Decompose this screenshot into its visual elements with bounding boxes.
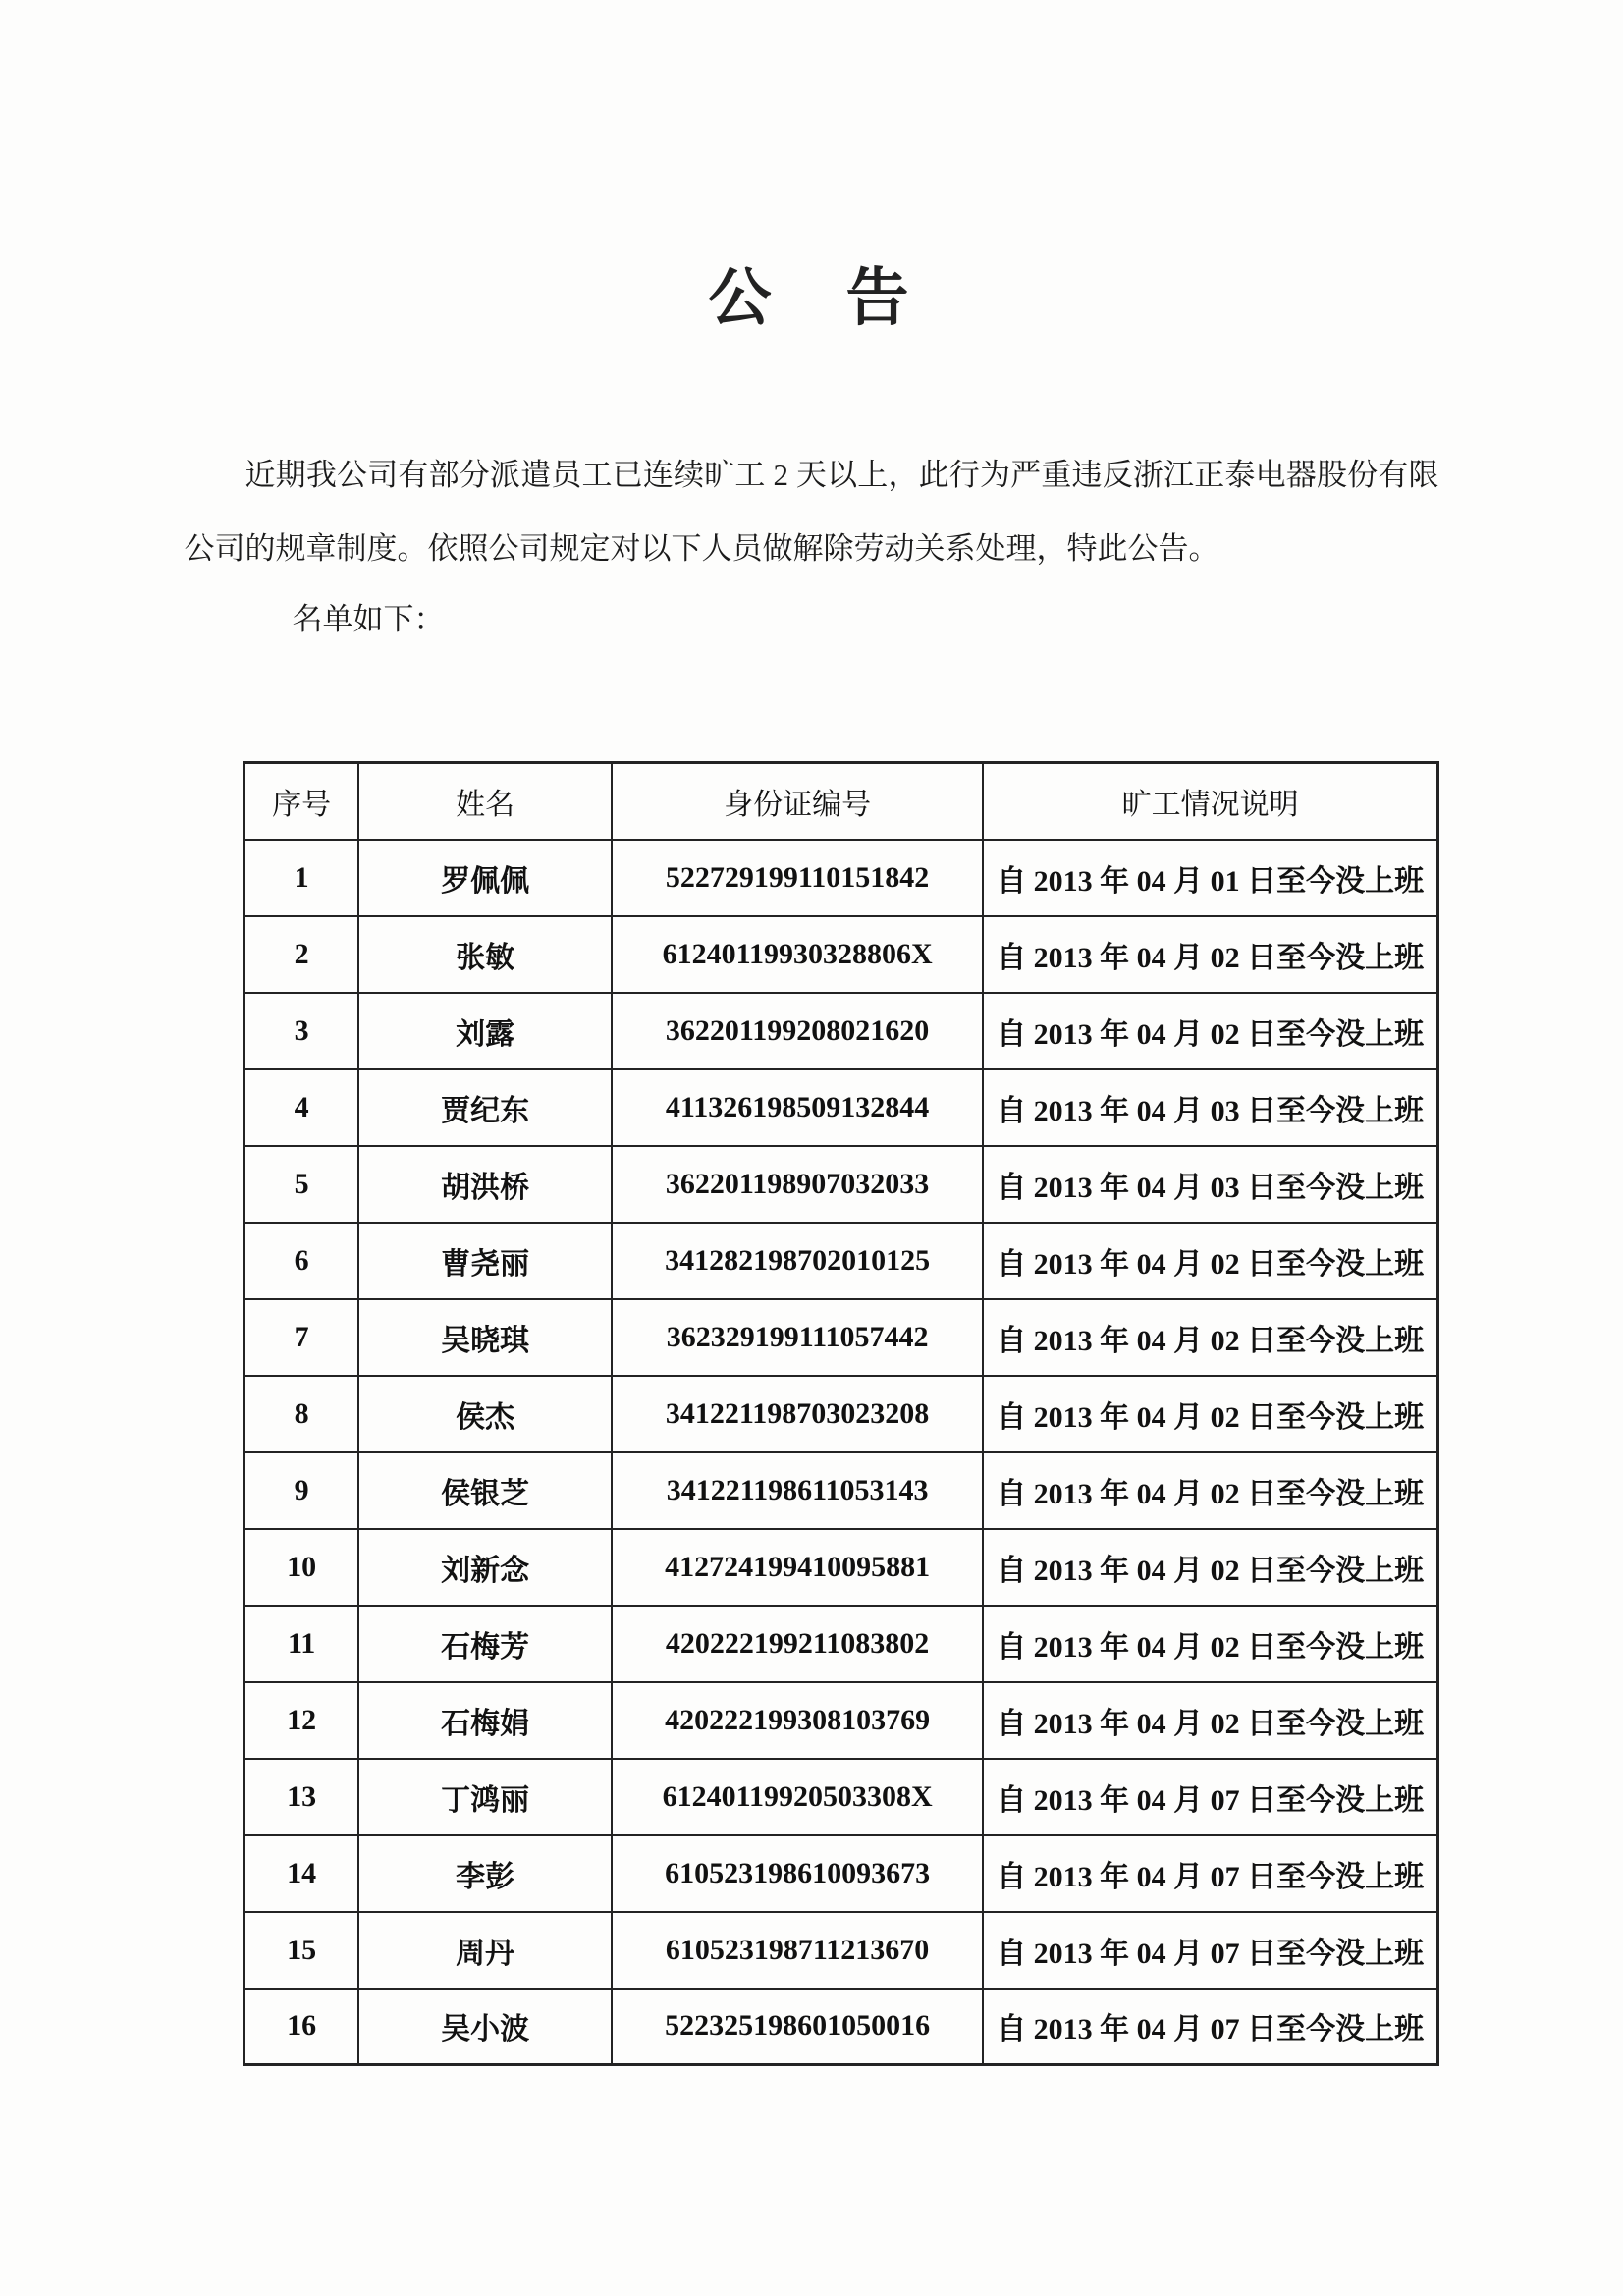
cell-id-number: 61240119920503308X	[612, 1759, 983, 1835]
cell-index: 12	[244, 1682, 359, 1759]
table-row	[244, 1835, 1438, 1912]
cell-name: 刘露	[358, 993, 612, 1069]
cell-description: 自 2013 年 04 月 07 日至今没上班	[983, 1989, 1437, 2065]
cell-name: 周丹	[358, 1912, 612, 1989]
cell-index: 1	[244, 840, 359, 916]
cell-id-number: 362329199111057442	[612, 1299, 983, 1376]
cell-id-number: 610523198610093673	[612, 1835, 983, 1912]
column-header-id-number: 身份证编号	[612, 763, 983, 840]
cell-id-number: 362201198907032033	[612, 1146, 983, 1223]
cell-description: 自 2013 年 04 月 02 日至今没上班	[983, 1452, 1437, 1529]
table-row	[244, 993, 1438, 1069]
cell-index: 11	[244, 1606, 359, 1682]
table-row	[244, 1759, 1438, 1835]
cell-index: 14	[244, 1835, 359, 1912]
cell-index: 7	[244, 1299, 359, 1376]
cell-description: 自 2013 年 04 月 02 日至今没上班	[983, 1682, 1437, 1759]
cell-name: 刘新念	[358, 1529, 612, 1606]
cell-id-number: 522325198601050016	[612, 1989, 983, 2065]
cell-id-number: 341221198703023208	[612, 1376, 983, 1452]
cell-name: 丁鸿丽	[358, 1759, 612, 1835]
cell-description: 自 2013 年 04 月 02 日至今没上班	[983, 1529, 1437, 1606]
cell-name: 曹尧丽	[358, 1223, 612, 1299]
cell-name: 罗佩佩	[358, 840, 612, 916]
cell-name: 贾纪东	[358, 1069, 612, 1146]
cell-index: 15	[244, 1912, 359, 1989]
cell-id-number: 341221198611053143	[612, 1452, 983, 1529]
table-row	[244, 1529, 1438, 1606]
cell-description: 自 2013 年 04 月 07 日至今没上班	[983, 1835, 1437, 1912]
table-row	[244, 1376, 1438, 1452]
cell-id-number: 61240119930328806X	[612, 916, 983, 993]
cell-description: 自 2013 年 04 月 02 日至今没上班	[983, 993, 1437, 1069]
cell-name: 石梅娟	[358, 1682, 612, 1759]
cell-id-number: 522729199110151842	[612, 840, 983, 916]
cell-id-number: 420222199308103769	[612, 1682, 983, 1759]
cell-id-number: 411326198509132844	[612, 1069, 983, 1146]
intro-paragraph: 近期我公司有部分派遣员工已连续旷工 2 天以上，此行为严重违反浙江正泰电器股份有限公司的规章制度。依照公司规定对以下人员做解除劳动关系处理，特此公告。	[184, 458, 1439, 566]
table-row	[244, 1452, 1438, 1529]
cell-index: 6	[244, 1223, 359, 1299]
page-title: 公 告	[708, 263, 915, 333]
cell-description: 自 2013 年 04 月 02 日至今没上班	[983, 1299, 1437, 1376]
table-row	[244, 916, 1438, 993]
cell-description: 自 2013 年 04 月 02 日至今没上班	[983, 1606, 1437, 1682]
column-header-index: 序号	[244, 763, 359, 840]
table-row	[244, 1069, 1438, 1146]
table-row	[244, 1606, 1438, 1682]
table-row	[244, 1223, 1438, 1299]
cell-name: 胡洪桥	[358, 1146, 612, 1223]
table-header-row	[244, 763, 1438, 840]
cell-description: 自 2013 年 04 月 01 日至今没上班	[983, 840, 1437, 916]
table-row	[244, 840, 1438, 916]
cell-id-number: 362201199208021620	[612, 993, 983, 1069]
cell-index: 8	[244, 1376, 359, 1452]
cell-index: 16	[244, 1989, 359, 2065]
table-body	[244, 840, 1438, 2065]
cell-description: 自 2013 年 04 月 07 日至今没上班	[983, 1912, 1437, 1989]
cell-index: 3	[244, 993, 359, 1069]
cell-name: 侯杰	[358, 1376, 612, 1452]
cell-name: 石梅芳	[358, 1606, 612, 1682]
cell-name: 吴小波	[358, 1989, 612, 2065]
cell-index: 10	[244, 1529, 359, 1606]
table-row	[244, 1682, 1438, 1759]
column-header-description: 旷工情况说明	[983, 763, 1437, 840]
cell-id-number: 412724199410095881	[612, 1529, 983, 1606]
cell-name: 侯银芝	[358, 1452, 612, 1529]
cell-description: 自 2013 年 04 月 02 日至今没上班	[983, 1376, 1437, 1452]
cell-index: 4	[244, 1069, 359, 1146]
table-row	[244, 1989, 1438, 2065]
list-intro-label: 名单如下：	[292, 602, 445, 636]
absence-roster-table	[243, 761, 1439, 2066]
table-row	[244, 1299, 1438, 1376]
cell-id-number: 341282198702010125	[612, 1223, 983, 1299]
cell-id-number: 420222199211083802	[612, 1606, 983, 1682]
cell-description: 自 2013 年 04 月 02 日至今没上班	[983, 1223, 1437, 1299]
cell-index: 13	[244, 1759, 359, 1835]
cell-name: 李彭	[358, 1835, 612, 1912]
cell-description: 自 2013 年 04 月 03 日至今没上班	[983, 1069, 1437, 1146]
column-header-name: 姓名	[358, 763, 612, 840]
cell-index: 9	[244, 1452, 359, 1529]
cell-description: 自 2013 年 04 月 07 日至今没上班	[983, 1759, 1437, 1835]
cell-name: 吴晓琪	[358, 1299, 612, 1376]
table-row	[244, 1912, 1438, 1989]
cell-name: 张敏	[358, 916, 612, 993]
cell-description: 自 2013 年 04 月 03 日至今没上班	[983, 1146, 1437, 1223]
cell-index: 5	[244, 1146, 359, 1223]
cell-id-number: 610523198711213670	[612, 1912, 983, 1989]
table-row	[244, 1146, 1438, 1223]
cell-index: 2	[244, 916, 359, 993]
cell-description: 自 2013 年 04 月 02 日至今没上班	[983, 916, 1437, 993]
